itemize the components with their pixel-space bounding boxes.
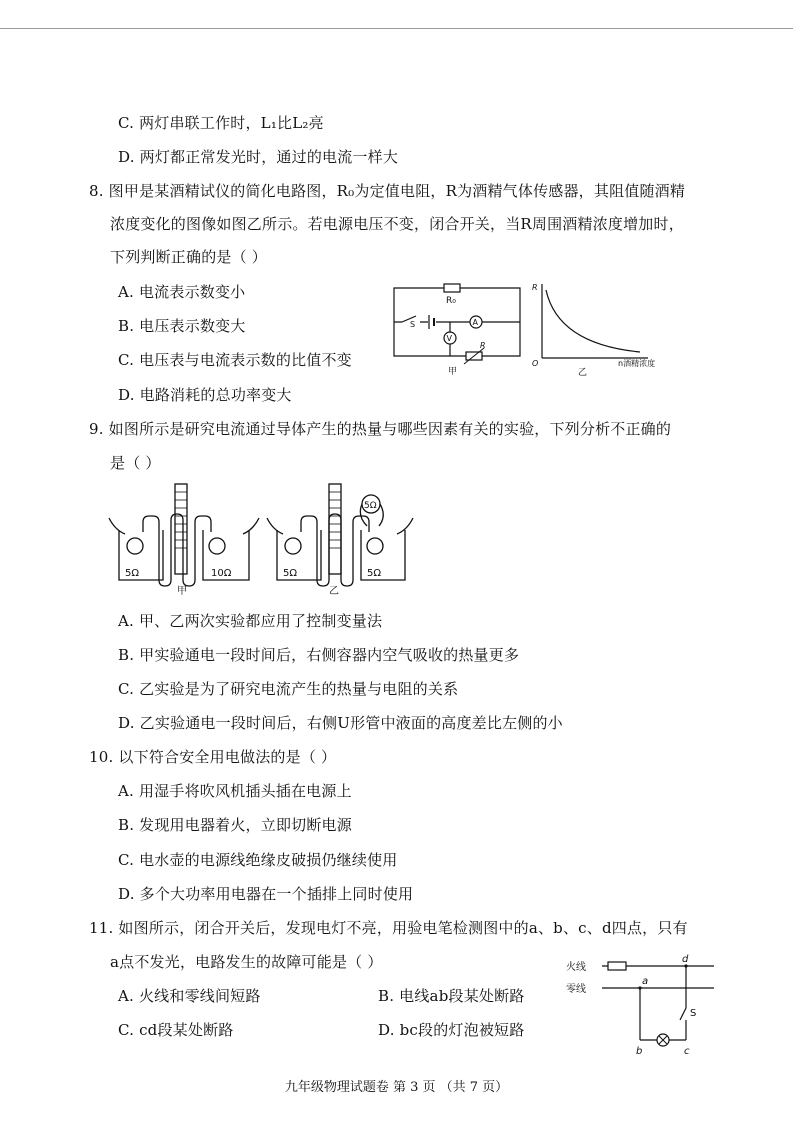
live-wire-label: 火线	[566, 962, 586, 973]
q10-option-d: D. 多个大功率用电器在一个插排上同时使用	[118, 885, 414, 903]
q8-resistance-graph	[530, 280, 670, 380]
q8-stem-line1: 8. 图甲是某酒精试仪的简化电路图，R₀为定值电阻，R为酒精气体传感器，其阻值随酒精	[89, 182, 686, 200]
q8-option-d: D. 电路消耗的总功率变大	[118, 386, 292, 404]
axis-n-label: n酒精浓度	[618, 359, 656, 368]
q9-option-d: D. 乙实验通电一段时间后，右侧U形管中液面的高度差比左侧的小	[118, 714, 563, 732]
q9-stem-line1: 9. 如图所示是研究电流通过导体产生的热量与哪些因素有关的实验，下列分析不正确的	[89, 420, 672, 438]
q10-option-c: C. 电水壶的电源线绝缘皮破损仍继续使用	[118, 851, 398, 869]
q8-option-a: A. 电流表示数变小	[118, 283, 246, 301]
point-d-label: d	[682, 954, 689, 965]
q8-stem-line2: 浓度变化的图像如图乙所示。若电源电压不变，闭合开关，当R周围酒精浓度增加时，	[110, 215, 684, 233]
ammeter-label: A	[472, 318, 478, 327]
q10-option-a: A. 用湿手将吹风机插头插在电源上	[118, 782, 352, 800]
q9-experiment-diagram	[105, 482, 415, 597]
axis-r-label: R	[532, 283, 538, 292]
page-footer: 九年级物理试题卷 第 3 页 （共 7 页）	[284, 1080, 509, 1095]
q9-option-c: C. 乙实验是为了研究电流产生的热量与电阻的关系	[118, 680, 459, 698]
q11-household-circuit	[566, 952, 726, 1057]
r0-label: R₀	[446, 296, 456, 306]
switch-s-label: S	[690, 1008, 697, 1019]
q11-option-d: D. bc段的灯泡被短路	[378, 1021, 525, 1039]
yi-left-resistor-label: 5Ω	[283, 568, 298, 579]
fig8-caption-jia: 甲	[448, 367, 458, 377]
jia-right-resistor-label: 10Ω	[211, 568, 232, 579]
q9-stem-line2: 是（ ）	[110, 454, 161, 472]
switch-label: S	[410, 320, 416, 329]
q9-option-a: A. 甲、乙两次实验都应用了控制变量法	[118, 612, 383, 630]
q8-circuit-diagram	[388, 280, 528, 380]
fig9-caption-yi: 乙	[329, 586, 339, 597]
top-rule	[0, 28, 793, 29]
point-c-label: c	[684, 1046, 690, 1057]
point-a-label: a	[642, 976, 649, 987]
q11-option-b: B. 电线ab段某处断路	[378, 987, 525, 1005]
q8-stem-line3: 下列判断正确的是（ ）	[110, 248, 267, 266]
voltmeter-label: V	[446, 334, 452, 343]
fig9-caption-jia: 甲	[177, 586, 187, 597]
q10-stem: 10. 以下符合安全用电做法的是（ ）	[89, 748, 337, 766]
q11-option-c: C. cd段某处断路	[118, 1021, 234, 1039]
sensor-r-label: R	[480, 341, 486, 350]
q11-stem-line2: a点不发光，电路发生的故障可能是（ ）	[110, 953, 383, 971]
axis-origin-label: O	[532, 359, 539, 368]
q8-option-c: C. 电压表与电流表示数的比值不变	[118, 351, 352, 369]
yi-right-resistor-label: 5Ω	[367, 568, 382, 579]
fig8-caption-yi: 乙	[578, 368, 588, 378]
point-b-label: b	[636, 1046, 643, 1057]
q10-option-b: B. 发现用电器着火，立即切断电源	[118, 816, 352, 834]
q8-option-b: B. 电压表示数变大	[118, 317, 246, 335]
q11-option-a: A. 火线和零线间短路	[118, 987, 261, 1005]
q7-option-d: D. 两灯都正常发光时，通过的电流一样大	[118, 148, 399, 166]
q11-stem-line1: 11. 如图所示，闭合开关后，发现电灯不亮，用验电笔检测图中的a、b、c、d四点，只有	[89, 919, 688, 937]
jia-left-resistor-label: 5Ω	[125, 568, 140, 579]
neutral-wire-label: 零线	[566, 984, 586, 995]
yi-external-resistor-label: 5Ω	[364, 501, 377, 511]
q7-option-c: C. 两灯串联工作时，L₁比L₂亮	[118, 114, 324, 132]
q9-option-b: B. 甲实验通电一段时间后，右侧容器内空气吸收的热量更多	[118, 646, 520, 664]
